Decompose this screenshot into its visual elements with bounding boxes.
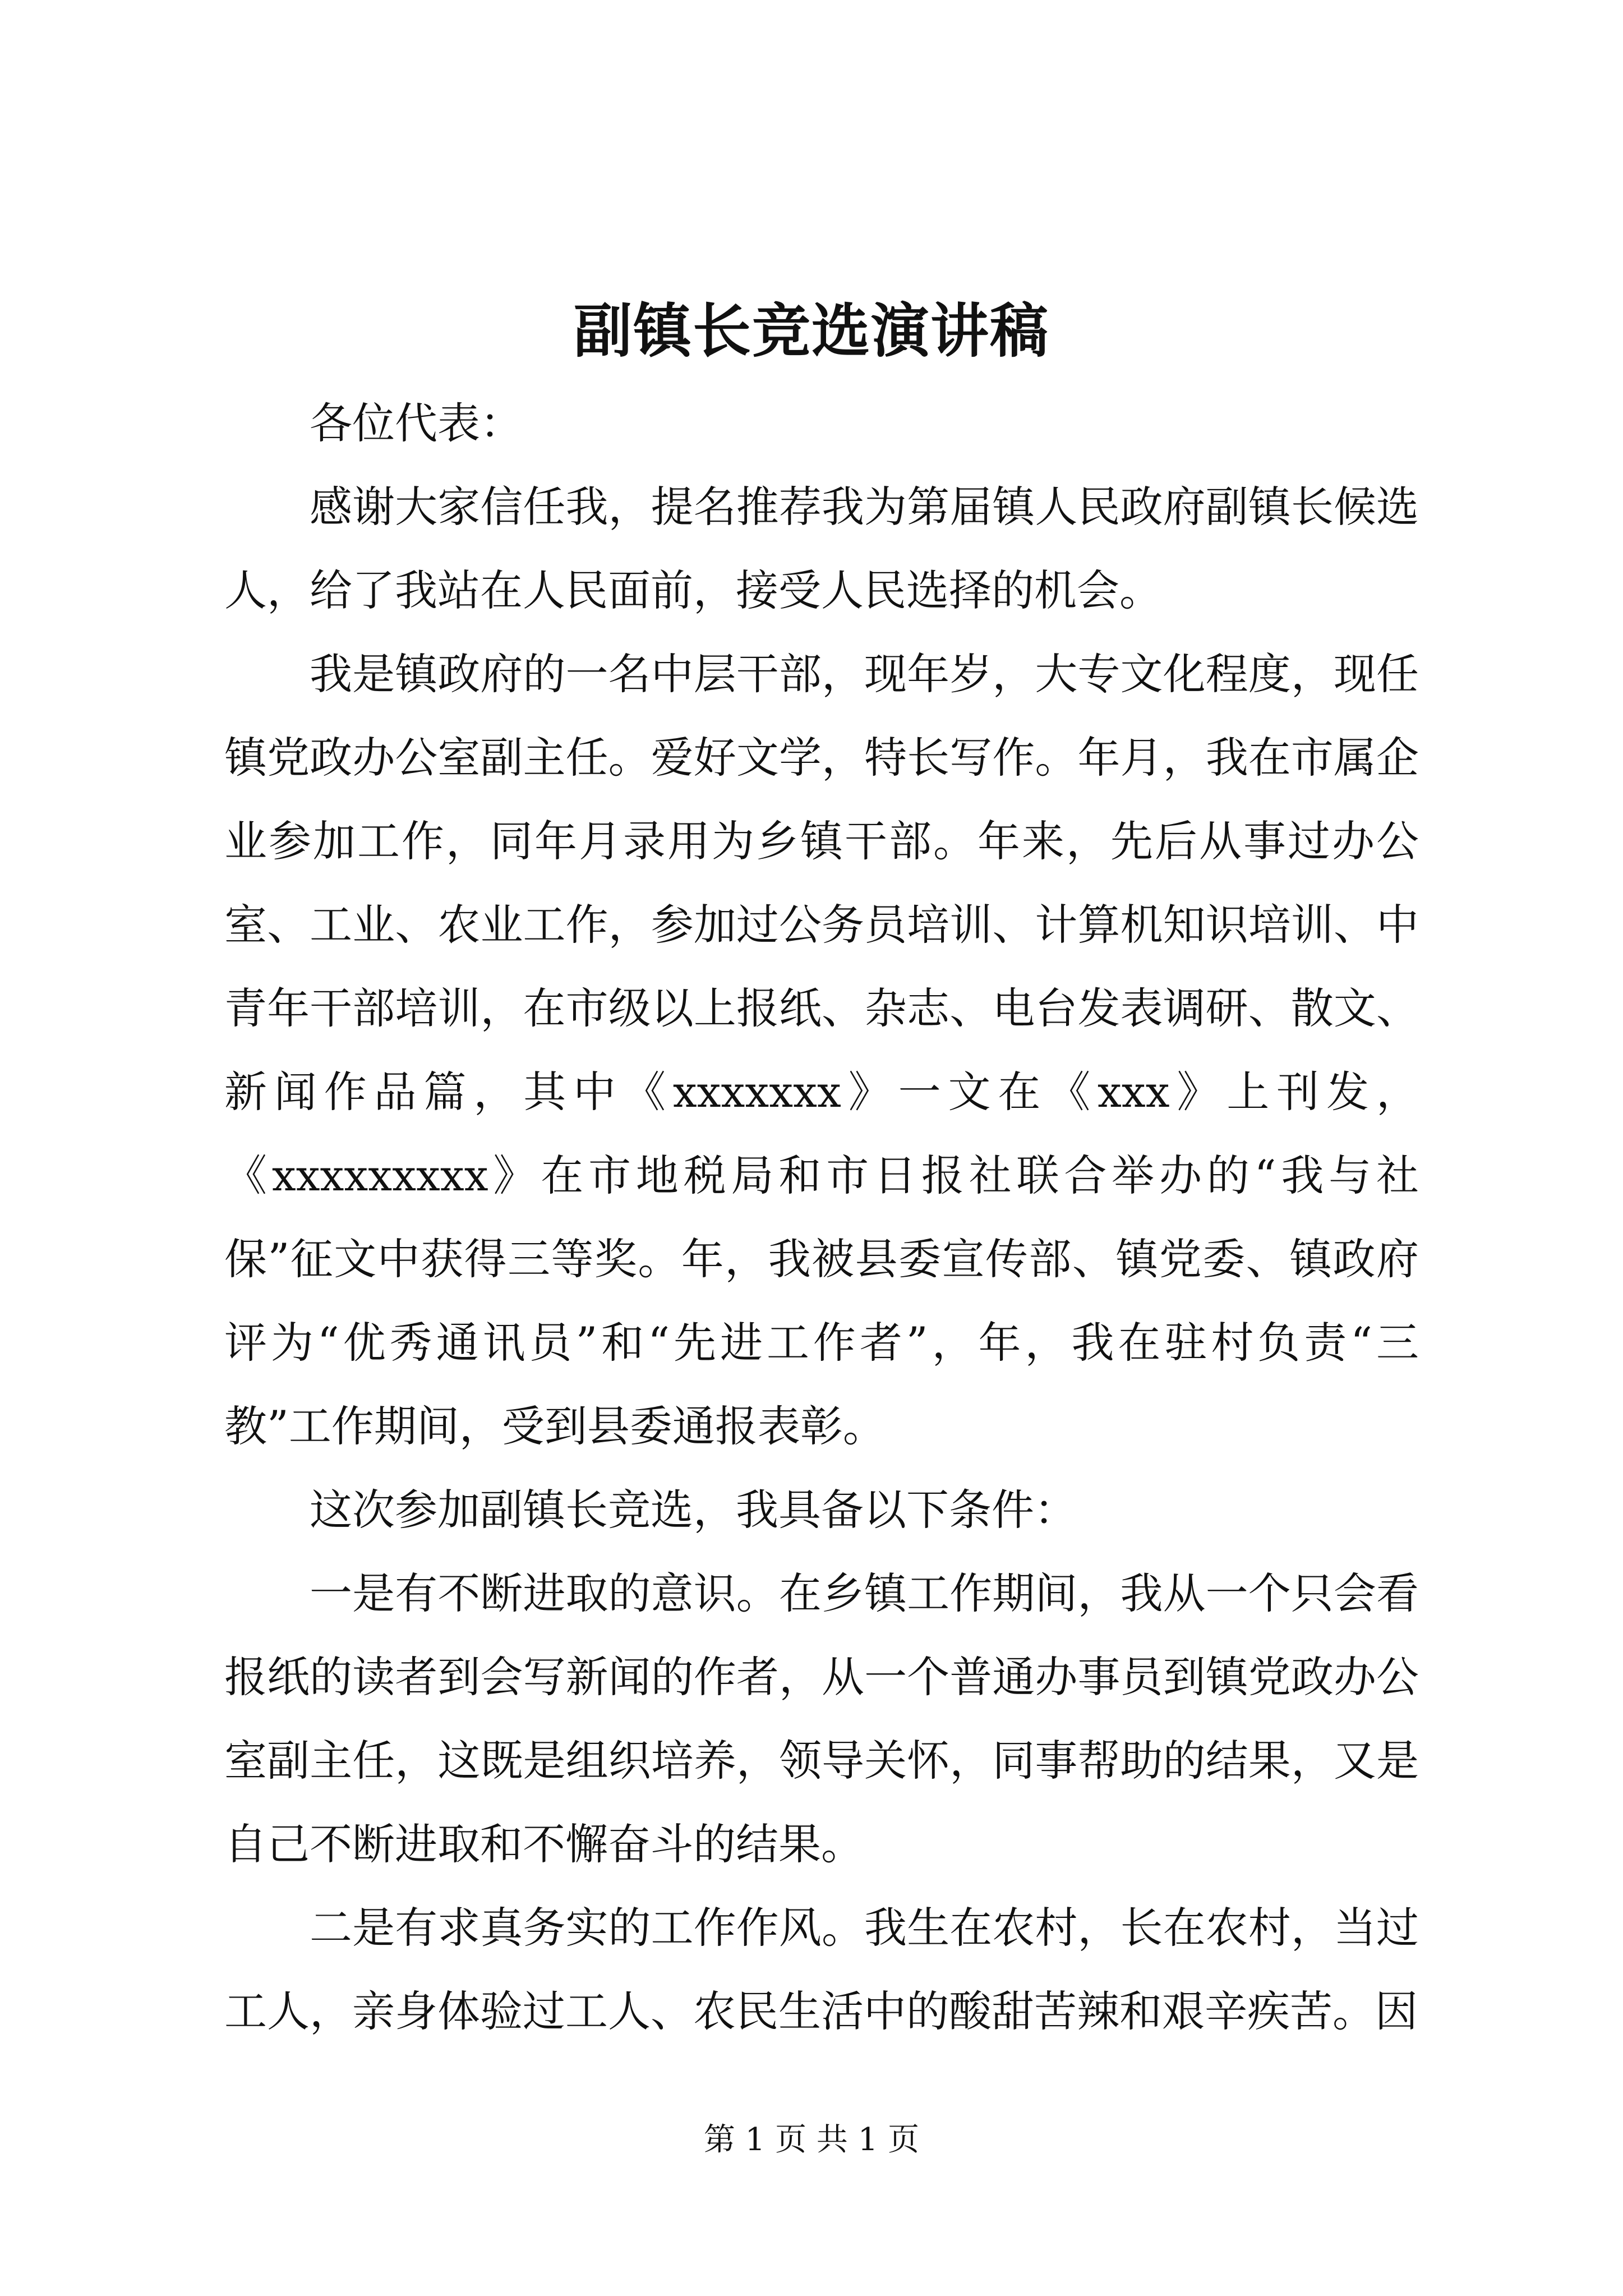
page-footer: 第 1 页 共 1 页 bbox=[703, 2122, 920, 2158]
document-body bbox=[224, 381, 1419, 2053]
paragraph-condition-one: 一是有不断进取的意识。在乡镇工作期间，我从一个只会看报纸的读者到会写新闻的作者，从一个普通办事员到镇党政办公室副主任，这既是组织培养，领导关怀，同事帮助的结果，又是自己不断进取和不懈奋斗的结果。 bbox=[224, 1568, 1419, 1869]
document-title: 副镇长竞选演讲稿 bbox=[573, 296, 1049, 365]
paragraph-thanks: 感谢大家信任我，提名推荐我为第届镇人民政府副镇长候选人，给了我站在人民面前，接受人民选择的机会。 bbox=[224, 482, 1419, 615]
paragraph-salutation: 各位代表： bbox=[310, 398, 523, 448]
paragraph-condition-two: 二是有求真务实的工作作风。我生在农村，长在农村，当过工人，亲身体验过工人、农民生活中的酸甜苦辣和艰辛疾苦。因 bbox=[224, 1903, 1419, 2036]
paragraph-conditions-intro: 这次参加副镇长竞选，我具备以下条件： bbox=[310, 1485, 1077, 1535]
paragraph-self-introduction: 我是镇政府的一名中层干部，现年岁，大专文化程度，现任镇党政办公室副主任。爱好文学，特长写作。年月，我在市属企业参加工作，同年月录用为乡镇干部。年来，先后从事过办公室、工业、农业工作，参加过公务员培训、计算机知识培训、中青年干部培训，在市级以上报纸、杂志、电台发表调研、散文、新闻作品篇，其中《xxxxxxx》一文在《xxx》上刊发，《xxxxxxxxx》在市地税局和市日报社联合举办的“我与社保”征文中获得三等奖。年，我被县委宣传部、镇党委、镇政府评为“优秀通讯员”和“先进工作者”，年，我在驻村负责“三教”工作期间，受到县委通报表彰。 bbox=[224, 649, 1419, 1451]
